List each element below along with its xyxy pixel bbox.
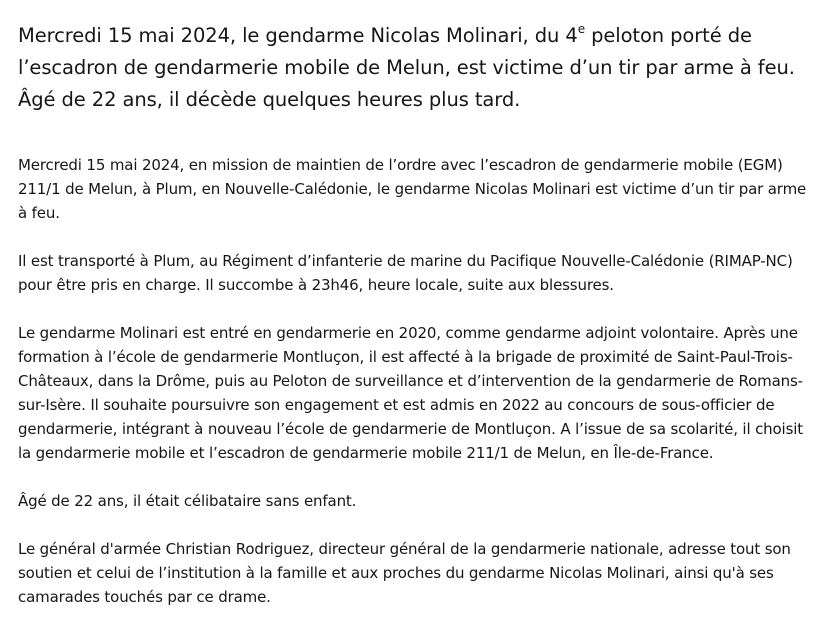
- body-paragraph-age: Âgé de 22 ans, il était célibataire sans enfant.: [18, 492, 357, 510]
- body-paragraph-tribute: Le général d'armée Christian Rodriguez, directeur général de la gendarmerie nationale, adresse tout son soutien et celui de l’institution à la famille et aux proches du gendarme Nicolas Molinari, ainsi qu'à ses camarades touchés par ce drame.: [18, 540, 791, 606]
- body-paragraph-transport: Il est transporté à Plum, au Régiment d’infanterie de marine du Pacifique Nouvelle-Calédonie (RIMAP-NC) pour être pris en charge. Il succombe à 23h46, heure locale, suite aux blessures.: [18, 252, 793, 294]
- lead-paragraph: [18, 20, 816, 116]
- body-paragraph-mission: Mercredi 15 mai 2024, en mission de maintien de l’ordre avec l’escadron de gendarmerie mobile (EGM) 211/1 de Melun, à Plum, en Nouvelle-Calédonie, le gendarme Nicolas Molinari est victime d’un tir par arme à feu.: [18, 156, 807, 222]
- lead-text-end: peloton porté de l’escadron de gendarmerie mobile de Melun, est victime d’un tir par arme à feu. Âgé de 22 ans, il décède quelques heures plus tard.: [18, 24, 795, 111]
- body-paragraph-career: Le gendarme Molinari est entré en gendarmerie en 2020, comme gendarme adjoint volontaire. Après une formation à l’école de gendarmerie Montluçon, il est affecté à la brigade de proximité de Saint-Paul-Trois-Châteaux, dans la Drôme, puis au Peloton de surveillance et d’intervention de la gendarmerie de Romans-sur-Isère. Il souhaite poursuivre son engagement et est admis en 2022 au concours de sous-officier de gendarmerie, intégrant à nouveau l’école de gendarmerie de Montluçon. A l’issue de sa scolarité, il choisit la gendarmerie mobile et l’escadron de gendarmerie mobile 211/1 de Melun, en Île-de-France.: [18, 324, 803, 462]
- lead-text-start: Mercredi 15 mai 2024, le gendarme Nicolas Molinari, du 4: [18, 24, 578, 47]
- ordinal-superscript: e: [577, 22, 585, 36]
